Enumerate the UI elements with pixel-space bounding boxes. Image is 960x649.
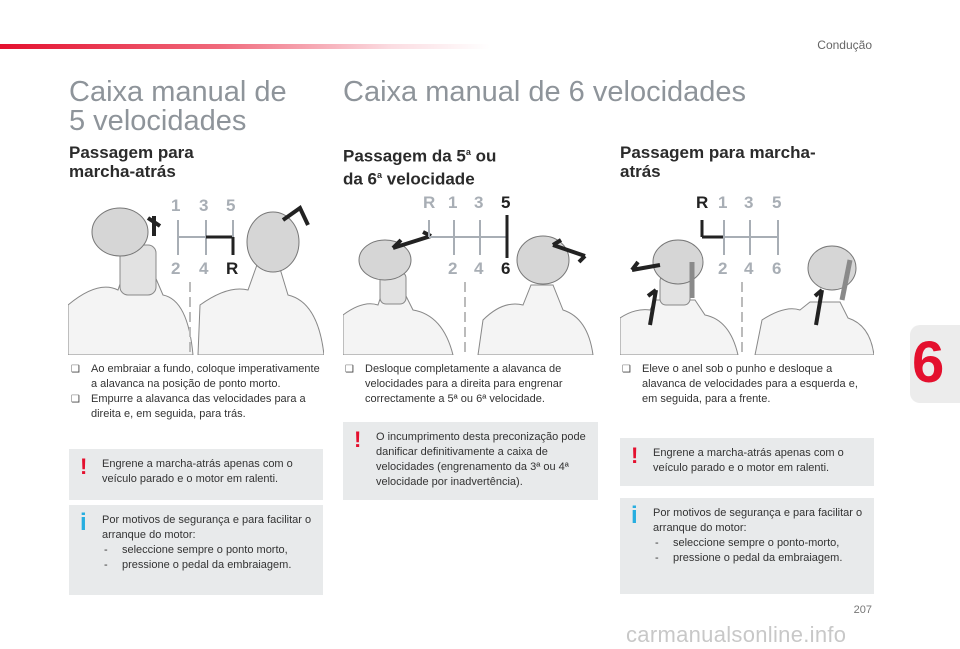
section-label: Condução <box>817 38 872 52</box>
middle-subtitle-sup: a <box>465 147 471 157</box>
middle-warning-box <box>343 422 598 500</box>
middle-gate-top-1: 1 <box>448 193 458 212</box>
right-warning-box <box>620 438 874 486</box>
middle-subtitle-part: da 6 <box>343 169 378 189</box>
middle-gate-bottom-2: 6 <box>501 259 511 278</box>
left-warning-text: Engrene a marcha-atrás apenas com o veículo parado e o motor em ralenti. <box>102 458 293 485</box>
middle-boot-shape-2 <box>478 285 593 355</box>
header-accent-bar <box>0 44 490 49</box>
right-info-item: - pressione o pedal da embraiagem. <box>653 551 866 566</box>
left-bullet-item: ❑ Ao embraiar a fundo, coloque imperativamente a alavanca na posição de ponto morto. <box>71 363 320 390</box>
left-bullet-list <box>69 362 323 422</box>
left-gate-bottom-0: 2 <box>171 259 181 278</box>
right-subtitle-line1: Passagem para marcha- <box>620 143 816 162</box>
square-bullet-icon: ❑ <box>345 364 354 375</box>
square-bullet-icon: ❑ <box>71 364 80 375</box>
middle-knob-2 <box>517 236 569 284</box>
left-knob-2 <box>247 212 299 272</box>
left-gearshift-illustration <box>68 190 324 355</box>
chapter-tab <box>910 325 960 403</box>
left-gate-top-0: 1 <box>171 196 181 215</box>
info-icon: i <box>631 502 638 529</box>
middle-subtitle-sup: a <box>377 169 383 180</box>
left-knob-1 <box>92 208 148 256</box>
left-info-intro: Por motivos de segurança e para facilitar o arranque do motor: <box>102 514 312 541</box>
watermark: carmanualsonline.info <box>626 622 847 647</box>
left-subtitle-line2: marcha-atrás <box>69 162 176 181</box>
middle-subtitle-part: ou <box>470 146 497 166</box>
left-arrow-1 <box>148 216 160 236</box>
left-boot-shape-2 <box>198 262 324 355</box>
left-bullet-item: ❑ Empurre a alavanca das velocidades para a direita e, em seguida, para trás. <box>71 393 306 420</box>
right-gate-top-0: R <box>696 193 709 212</box>
middle-subtitle <box>343 143 496 188</box>
left-subtitle <box>69 143 194 181</box>
left-title-line2: 5 velocidades <box>69 105 247 137</box>
middle-gate-bottom-1: 4 <box>474 259 484 278</box>
middle-gate-diagram <box>423 193 510 278</box>
left-gate-diagram <box>171 196 238 278</box>
right-info-item: - seleccione sempre o ponto-morto, <box>653 536 866 551</box>
exclamation-icon: ! <box>354 427 362 452</box>
right-gate-top-3: 5 <box>772 193 782 212</box>
middle-gate-top-2: 3 <box>474 193 484 212</box>
right-gate-top-1: 1 <box>718 193 728 212</box>
right-boot-shape-2 <box>755 302 874 355</box>
right-gate-diagram <box>696 193 781 278</box>
right-gate-top-2: 3 <box>744 193 754 212</box>
right-subtitle <box>620 143 816 181</box>
square-bullet-icon: ❑ <box>622 364 631 375</box>
right-gate-bottom-0: 2 <box>718 259 728 278</box>
exclamation-icon: ! <box>631 443 639 468</box>
left-subtitle-line1: Passagem para <box>69 143 194 162</box>
right-gate-bottom-2: 6 <box>772 259 782 278</box>
left-info-item: - seleccione sempre o ponto morto, <box>102 543 315 558</box>
left-info-box <box>69 505 323 595</box>
middle-subtitle-part: velocidade <box>382 169 475 189</box>
square-bullet-icon: ❑ <box>71 394 80 405</box>
left-gate-bottom-2: R <box>226 259 239 278</box>
middle-subtitle-part: Passagem da 5 <box>343 146 466 166</box>
right-gate-bottom-1: 4 <box>744 259 754 278</box>
right-info-box <box>620 498 874 594</box>
left-gate-top-2: 5 <box>226 196 236 215</box>
left-title-line1: Caixa manual de <box>69 76 287 108</box>
middle-arrow-1 <box>393 232 431 248</box>
right-subtitle-line2: atrás <box>620 162 661 181</box>
left-warning-box <box>69 449 323 500</box>
right-info-content <box>653 506 866 566</box>
left-info-item: - pressione o pedal da embraiagem. <box>102 558 315 573</box>
left-gate-top-1: 3 <box>199 196 209 215</box>
right-bullet-list <box>620 362 874 407</box>
left-gate-bottom-1: 4 <box>199 259 209 278</box>
exclamation-icon: ! <box>80 454 88 479</box>
middle-gate-top-3: 5 <box>501 193 511 212</box>
middle-bullet-item: ❑ Desloque completamente a alavanca de velocidades para a direita para engrenar correctamente a 5ª ou 6ª velocidade. <box>345 363 563 405</box>
middle-bullet-list <box>343 362 597 407</box>
right-gearshift-illustration <box>620 190 874 355</box>
middle-gate-top-0: R <box>423 193 436 212</box>
right-info-intro: Por motivos de segurança e para facilitar o arranque do motor: <box>653 507 863 534</box>
left-title <box>69 78 287 136</box>
chapter-number: 6 <box>912 330 945 395</box>
page-number: 207 <box>853 604 872 616</box>
right-bullet-item: ❑ Eleve o anel sob o punho e desloque a alavanca de velocidades para a esquerda e, em seguida, para a frente. <box>622 363 858 405</box>
middle-title: Caixa manual de 6 velocidades <box>343 76 747 108</box>
info-icon: i <box>80 509 87 536</box>
right-warning-text: Engrene a marcha-atrás apenas com o veículo parado e o motor em ralenti. <box>653 447 844 474</box>
middle-gate-bottom-0: 2 <box>448 259 458 278</box>
middle-warning-text: O incumprimento desta preconização pode danificar definitivamente a caixa de velocidades (engrenamento da 3ª ou 4ª velocidade por inadvertência). <box>376 431 586 488</box>
right-boot-shape <box>620 300 738 355</box>
middle-gearshift-illustration <box>343 190 599 355</box>
left-info-content <box>102 513 315 573</box>
right-knob-1 <box>653 240 703 284</box>
